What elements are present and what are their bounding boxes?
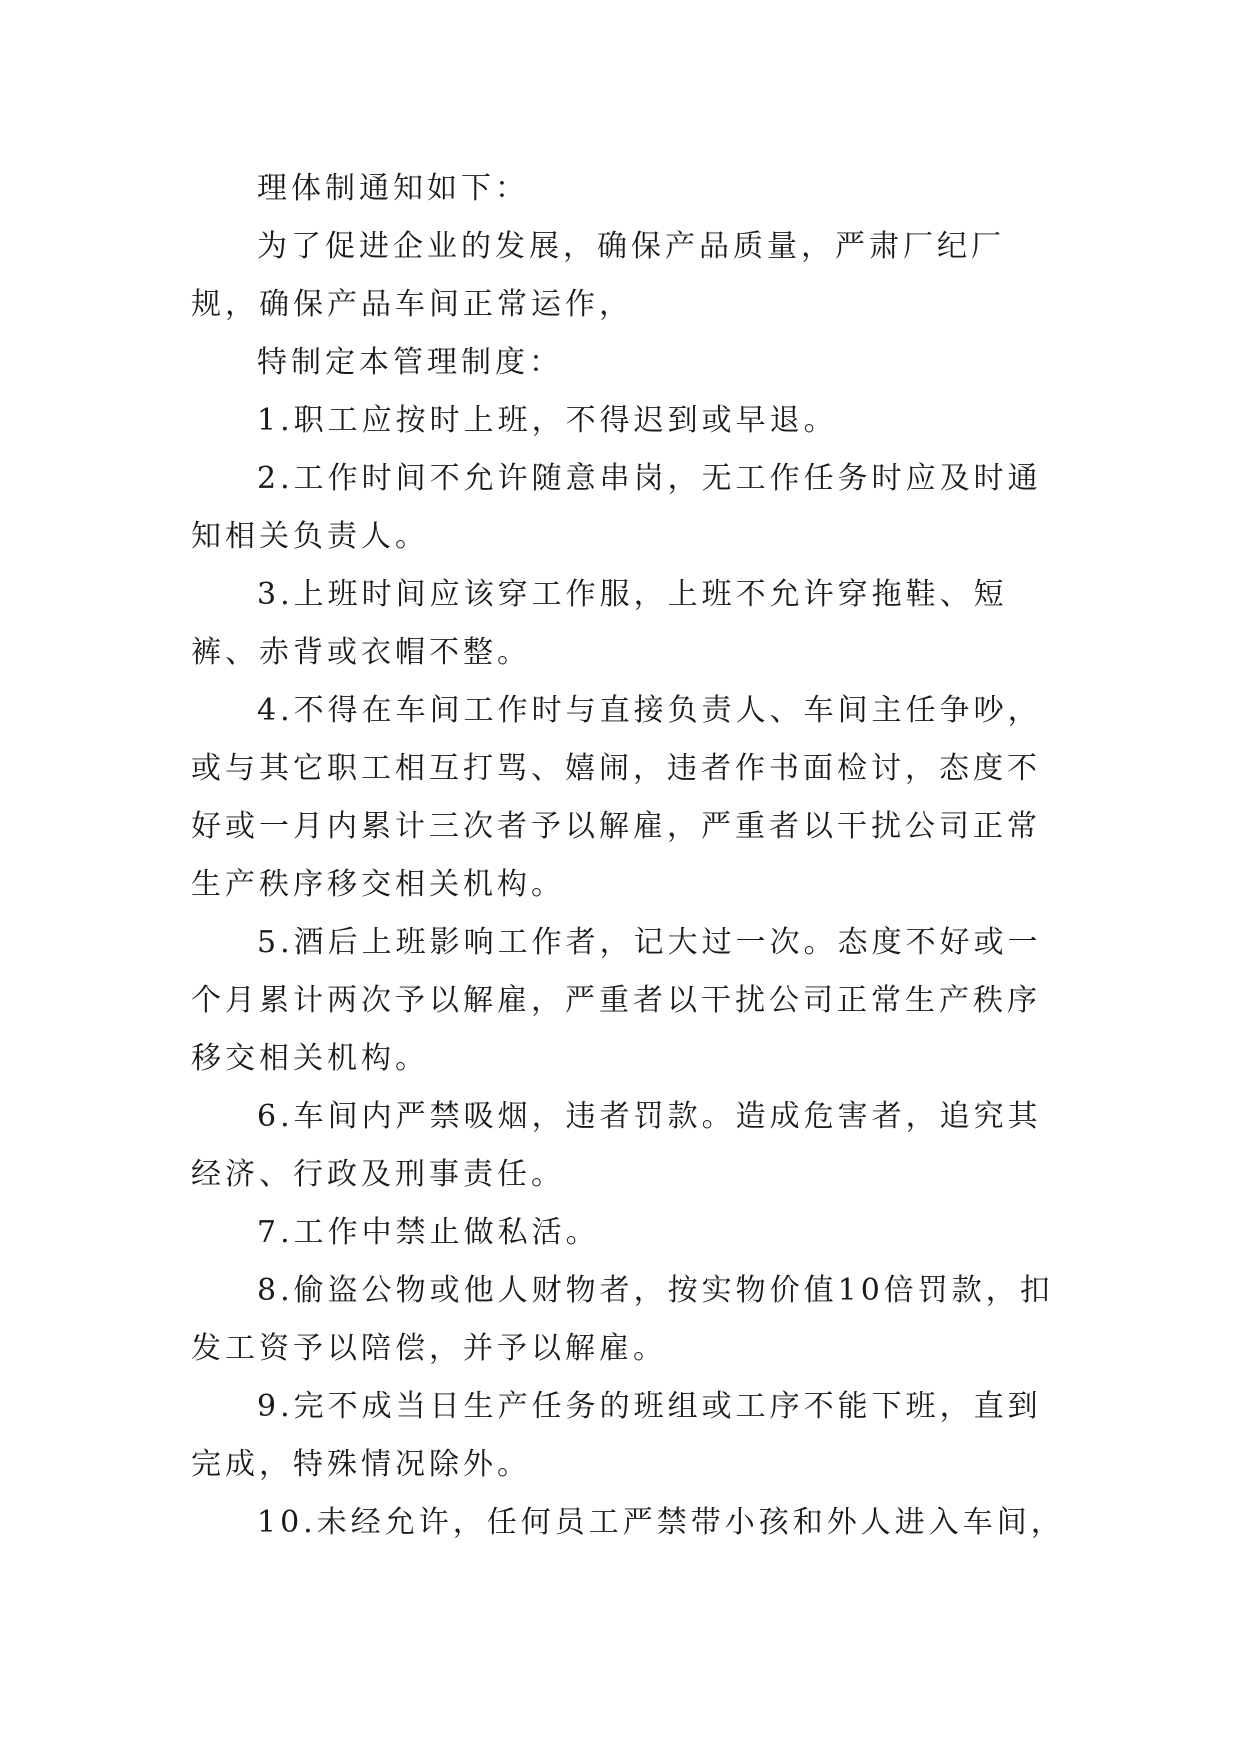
rule-item-2: 2.工作时间不允许随意串岗，无工作任务时应及时通知相关负责人。 — [191, 461, 1042, 554]
rule-item-3: 3.上班时间应该穿工作服，上班不允许穿拖鞋、短裤、赤背或衣帽不整。 — [191, 577, 1008, 670]
rule-item-9: 9.完不成当日生产任务的班组或工序不能下班，直到完成，特殊情况除外。 — [191, 1389, 1042, 1482]
paragraph-purpose: 为了促进企业的发展，确保产品质量，严肃厂纪厂规，确保产品车间正常运作， — [191, 229, 1005, 322]
paragraph-heading: 特制定本管理制度： — [257, 345, 563, 380]
document-body — [191, 160, 1071, 1552]
paragraph-intro: 理体制通知如下： — [257, 171, 529, 206]
rule-item-4: 4.不得在车间工作时与直接负责人、车间主任争吵，或与其它职工相互打骂、嬉闹，违者作书面检讨，态度不好或一月内累计三次者予以解雇，严重者以干扰公司正常生产秩序移交相关机构。 — [191, 693, 1042, 902]
rule-item-6: 6.车间内严禁吸烟，违者罚款。造成危害者，追究其经济、行政及刑事责任。 — [191, 1099, 1042, 1192]
rule-item-8: 8.偷盗公物或他人财物者，按实物价值10倍罚款，扣发工资予以陪偿，并予以解雇。 — [191, 1273, 1054, 1366]
rule-item-5: 5.酒后上班影响工作者，记大过一次。态度不好或一个月累计两次予以解雇，严重者以干扰公司正常生产秩序移交相关机构。 — [191, 925, 1042, 1076]
rule-item-7: 7.工作中禁止做私活。 — [257, 1215, 600, 1250]
rule-item-1: 1.职工应按时上班，不得迟到或早退。 — [257, 403, 838, 438]
rule-item-10: 10.未经允许，任何员工严禁带小孩和外人进入车间， — [257, 1505, 1065, 1540]
